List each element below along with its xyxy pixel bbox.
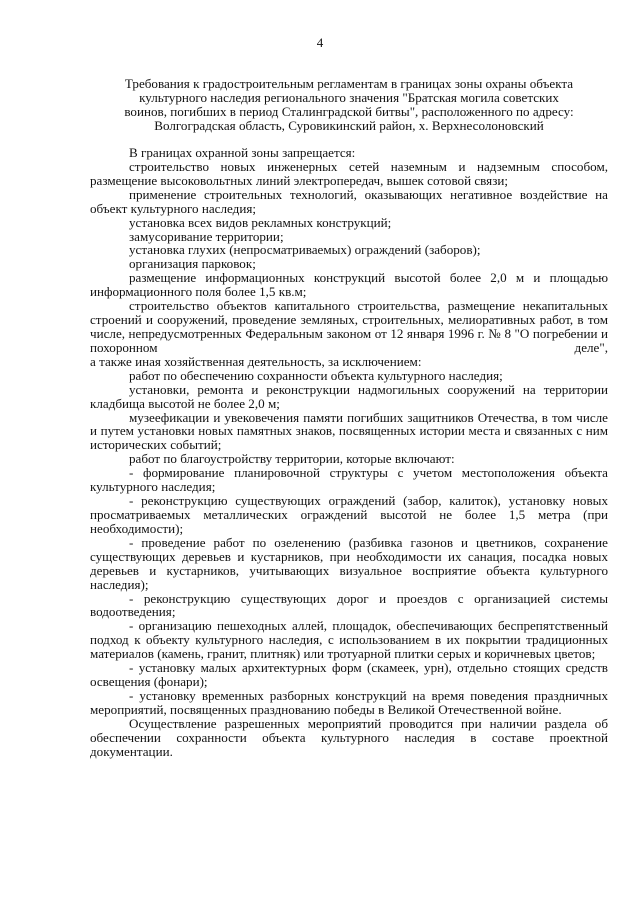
paragraph-exception: музеефикации и увековечения памяти погибших защитников Отечества, в том числе и путем установки новых памятных знаков, посвященных истории места и связанных с ним исторических событий; (90, 409, 608, 453)
paragraph-exception: установки, ремонта и реконструкции надмогильных сооружений на территории кладбища высотой не более 2,0 м; (90, 381, 608, 411)
title-line-2: культурного наследия регионального значения "Братская могила советских (139, 90, 559, 105)
list-item-improvement: - установку временных разборных конструкций на время поведения праздничных мероприятий, посвященных празднованию победы в Великой Отечественной войне. (90, 687, 608, 717)
paragraph-prohibition: размещение информационных конструкций высотой более 2,0 м и площадью информационного поля более 1,5 кв.м; (90, 270, 608, 300)
paragraph-intro: В границах охранной зоны запрещается: (129, 145, 356, 160)
paragraph-conclusion: Осуществление разрешенных мероприятий проводится при наличии раздела об обеспечении сохранности объекта культурного наследия в составе проектной документации. (90, 715, 608, 759)
paragraph-exception: работ по благоустройству территории, которые включают: (129, 451, 455, 467)
document-body (90, 146, 608, 759)
paragraph-exception-intro: а также иная хозяйственная деятельность, за исключением: (90, 353, 422, 369)
paragraph-prohibition: строительство новых инженерных сетей наземным и надземным способом, размещение высоковольтных линий электропередач, вышек сотовой связи; (90, 158, 608, 188)
list-item-improvement: - установку малых архитектурных форм (скамеек, урн), отдельно стоящих средств освещения (фонари); (90, 660, 608, 690)
paragraph-prohibition: установка всех видов рекламных конструкций; (129, 214, 392, 230)
paragraph-prohibition: организация парковок; (129, 256, 256, 272)
list-item-improvement: - реконструкцию существующих ограждений (забор, калиток), установку новых просматриваемых металлических ограждений высотой не более 1,5 метра (при необходимости); (90, 493, 608, 536)
paragraph-prohibition: установка глухих (непросматриваемых) ограждений (заборов); (129, 242, 481, 258)
list-item-improvement: - формирование планировочной структуры с учетом местоположения объекта культурного наследия; (90, 465, 608, 495)
list-item-improvement: - реконструкцию существующих дорог и проездов с организацией системы водоотведения; (90, 590, 608, 620)
paragraph-prohibition: строительство объектов капитального строительства, размещение некапитальных строений и сооружений, проведение земляных, строительных, мелиоративных работ, в том числе, непредусмотренных Федеральным законом от 12 января 1996 г. № 8 "О погребении и похоронном деле", (90, 298, 608, 355)
document-title (90, 77, 608, 133)
title-line-3: воинов, погибших в период Сталинградской битвы", расположенного по адресу: (124, 104, 574, 119)
page-number: 4 (316, 35, 324, 50)
list-item-improvement: - организацию пешеходных аллей, площадок, обеспечивающих беспрепятственный подход к объекту культурного наследия, с использованием в их покрытии традиционных материалов (камень, гранит, плитняк) или тротуарной плитки серых и коричневых цветов; (90, 618, 608, 662)
list-item-improvement: - проведение работ по озеленению (разбивка газонов и цветников, сохранение существующих деревьев и кустарников, при необходимости их санация, посадка новых деревьев и кустарников, учитывающих визуальное восприятие объекта культурного наследия); (90, 534, 608, 592)
paragraph-prohibition: применение строительных технологий, оказывающих негативное воздействие на объект культурного наследия; (90, 186, 608, 216)
paragraph-prohibition: замусоривание территории; (129, 228, 284, 244)
title-line-1: Требования к градостроительным регламентам в границах зоны охраны объекта (124, 76, 574, 91)
paragraph-exception: работ по обеспечению сохранности объекта культурного наследия; (129, 367, 503, 383)
title-line-4: Волгоградская область, Суровикинский район, х. Верхнесолоновский (154, 118, 544, 133)
